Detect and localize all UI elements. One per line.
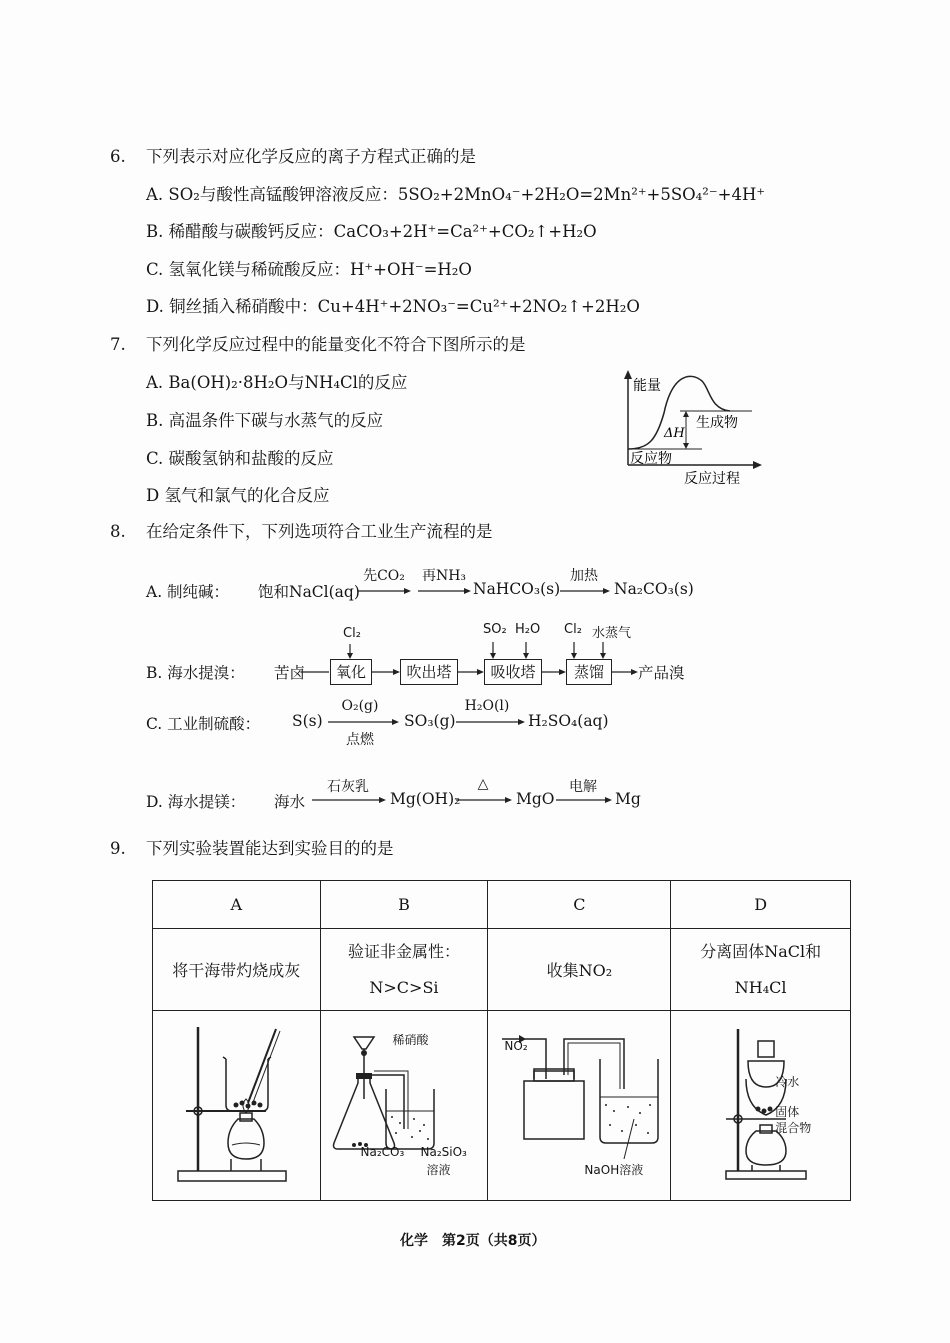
q9-number: 9. bbox=[110, 839, 126, 858]
flow-b-input-cl2: Cl₂ bbox=[343, 626, 361, 641]
energy-diagram bbox=[612, 365, 762, 490]
option-text: 氢气和氯气的化合反应 bbox=[164, 486, 330, 505]
apparatus-b bbox=[320, 1011, 488, 1201]
q6-option-b bbox=[146, 221, 597, 243]
option-letter: A. bbox=[146, 373, 164, 392]
q8-option-c-label: C. 工业制硫酸： bbox=[146, 715, 261, 733]
product-label: 生成物 bbox=[696, 415, 738, 431]
q9-stem: 下列实验装置能达到实验目的的是 bbox=[146, 839, 394, 858]
flow-b-step-blowout-tower: 吹出塔 bbox=[400, 659, 458, 685]
purpose-a bbox=[153, 929, 321, 1011]
flow-d-arrow2-label: △ bbox=[477, 776, 489, 792]
flow-b-start: 苦卤 bbox=[274, 664, 306, 682]
flow-b-input-cl2-2: Cl₂ bbox=[564, 622, 582, 637]
flow-b-input-so2: SO₂ bbox=[483, 622, 507, 637]
flow-a-arrow2-label: 再NH₃ bbox=[421, 568, 467, 584]
reactant-label: 反应物 bbox=[630, 451, 672, 467]
option-letter: D. bbox=[146, 297, 164, 316]
experiment-table bbox=[152, 880, 851, 1201]
header-c: C bbox=[488, 881, 671, 929]
q6-stem: 下列表示对应化学反应的离子方程式正确的是 bbox=[146, 147, 476, 166]
q7-option-b bbox=[146, 410, 383, 432]
option-text: 碳酸氢钠和盐酸的反应 bbox=[168, 449, 334, 468]
option-text: Ba(OH)₂·8H₂O与NH₄Cl的反应 bbox=[168, 373, 408, 392]
flow-d-arrows bbox=[308, 794, 614, 806]
q6-option-d bbox=[146, 296, 640, 318]
purpose-a-text: 将干海带灼烧成灰 bbox=[172, 961, 301, 980]
q8-option-d-label: D. 海水提镁： bbox=[146, 793, 246, 811]
header-d: D bbox=[671, 881, 851, 929]
q8-number: 8. bbox=[110, 522, 126, 541]
q8-option-a-label: A. 制纯碱： bbox=[146, 583, 230, 601]
purpose-row bbox=[153, 929, 851, 1011]
energy-axis-label: 能量 bbox=[633, 378, 661, 394]
flow-c-start: S(s) bbox=[292, 712, 323, 730]
header-b: B bbox=[320, 881, 488, 929]
label-solid: 固体 bbox=[775, 1105, 800, 1119]
flow-d-arrow1-label: 石灰乳 bbox=[327, 779, 369, 795]
flow-d-mid2: MgO bbox=[516, 790, 555, 808]
purpose-d-line2: NH₄Cl bbox=[734, 977, 787, 997]
flow-d-start: 海水 bbox=[274, 793, 306, 811]
flow-b-input-h2o: H₂O bbox=[515, 622, 541, 637]
delta-h-label: ΔH bbox=[664, 426, 685, 441]
label-b-solution: 溶液 bbox=[426, 1163, 451, 1177]
option-text: 高温条件下碳与水蒸气的反应 bbox=[168, 411, 384, 430]
header-a: A bbox=[153, 881, 321, 929]
option-letter: A. bbox=[146, 185, 164, 204]
q7-number: 7. bbox=[110, 335, 126, 354]
flow-a-start: 饱和NaCl(aq) bbox=[258, 583, 360, 601]
flow-b-input-steam: 水蒸气 bbox=[592, 626, 632, 641]
option-letter: B. bbox=[146, 411, 164, 430]
flow-a-arrow1-label: 先CO₂ bbox=[363, 568, 405, 584]
option-letter: D bbox=[146, 486, 160, 505]
q7-stem: 下列化学反应过程中的能量变化不符合下图所示的是 bbox=[146, 335, 526, 354]
q7-option-c bbox=[146, 448, 334, 470]
x-axis-arrow bbox=[753, 461, 762, 469]
delta-h-arrow-up bbox=[683, 411, 689, 417]
q6-number: 6. bbox=[110, 147, 126, 166]
q8-option-b-label: B. 海水提溴： bbox=[146, 664, 245, 682]
label-naoh-solution: NaOH溶液 bbox=[584, 1163, 644, 1177]
flow-d-arrow3-label: 电解 bbox=[569, 779, 597, 795]
flow-c-arrow1-bottom: 点燃 bbox=[346, 732, 374, 748]
option-letter: C. bbox=[146, 449, 164, 468]
apparatus-a-drawing bbox=[176, 1019, 296, 1189]
apparatus-d-drawing bbox=[686, 1019, 836, 1189]
flow-b-step-absorption-tower: 吸收塔 bbox=[484, 659, 542, 685]
option-text: SO₂与酸性高锰酸钾溶液反应：5SO₂+2MnO₄⁻+2H₂O=2Mn²⁺+5SO₄²⁻+4H⁺ bbox=[168, 185, 766, 204]
flow-b-step-oxidation: 氧化 bbox=[330, 659, 372, 685]
label-mixture: 混合物 bbox=[775, 1121, 812, 1135]
apparatus-a bbox=[153, 1011, 321, 1201]
label-dilute-nitric-acid: 稀硝酸 bbox=[392, 1033, 429, 1047]
apparatus-row bbox=[153, 1011, 851, 1201]
label-na2sio3: Na₂SiO₃ bbox=[420, 1145, 467, 1159]
option-letter: B. bbox=[146, 222, 164, 241]
table-header-row bbox=[153, 881, 851, 929]
flow-a-arrows bbox=[355, 585, 615, 597]
label-c-no2: NO₂ bbox=[504, 1039, 528, 1053]
purpose-c-text: 收集NO₂ bbox=[546, 961, 613, 980]
flow-c-end: H₂SO₄(aq) bbox=[528, 712, 609, 730]
flow-a-mid: NaHCO₃(s) bbox=[473, 580, 561, 598]
q6-option-a bbox=[146, 184, 765, 206]
option-text: 稀醋酸与碳酸钙反应：CaCO₃+2H⁺=Ca²⁺+CO₂↑+H₂O bbox=[168, 222, 597, 241]
flow-a-arrow3-label: 加热 bbox=[570, 568, 598, 584]
page-footer: 化学 第2页（共8页） bbox=[400, 1233, 546, 1249]
flow-c-arrow2-top: H₂O(l) bbox=[464, 698, 510, 714]
flow-b-connectors bbox=[300, 636, 670, 686]
flow-c-arrow1-top: O₂(g) bbox=[341, 698, 379, 714]
flow-c-mid: SO₃(g) bbox=[404, 712, 456, 730]
apparatus-c bbox=[488, 1011, 671, 1201]
option-text: 铜丝插入稀硝酸中：Cu+4H⁺+2NO₃⁻=Cu²⁺+2NO₂↑+2H₂O bbox=[169, 297, 640, 316]
label-na2co3: Na₂CO₃ bbox=[360, 1145, 405, 1159]
delta-h-arrow-down bbox=[683, 443, 689, 449]
reaction-process-label: 反应过程 bbox=[684, 471, 740, 487]
flow-c-arrows bbox=[325, 716, 530, 728]
flow-b-end: 产品溴 bbox=[638, 664, 685, 682]
apparatus-d bbox=[671, 1011, 851, 1201]
purpose-b bbox=[320, 929, 488, 1011]
purpose-c bbox=[488, 929, 671, 1011]
flow-b-step-distillation: 蒸馏 bbox=[566, 659, 612, 685]
purpose-d-line1: 分离固体NaCl和 bbox=[700, 941, 822, 961]
purpose-b-line1: 验证非金属性： bbox=[347, 941, 460, 961]
purpose-b-line2: N>C>Si bbox=[369, 977, 439, 997]
flow-a-end: Na₂CO₃(s) bbox=[614, 580, 694, 598]
option-letter: C. bbox=[146, 260, 164, 279]
q7-option-d bbox=[146, 485, 329, 507]
label-cold-water: 冷水 bbox=[775, 1075, 800, 1089]
purpose-d bbox=[671, 929, 851, 1011]
q6-option-c bbox=[146, 259, 472, 281]
q8-stem: 在给定条件下，下列选项符合工业生产流程的是 bbox=[146, 522, 493, 541]
flow-d-end: Mg bbox=[615, 790, 641, 808]
option-text: 氢氧化镁与稀硫酸反应：H⁺+OH⁻=H₂O bbox=[168, 260, 472, 279]
y-axis-arrow bbox=[624, 370, 632, 379]
flow-d-mid1: Mg(OH)₂ bbox=[390, 790, 461, 808]
q7-option-a bbox=[146, 372, 407, 394]
